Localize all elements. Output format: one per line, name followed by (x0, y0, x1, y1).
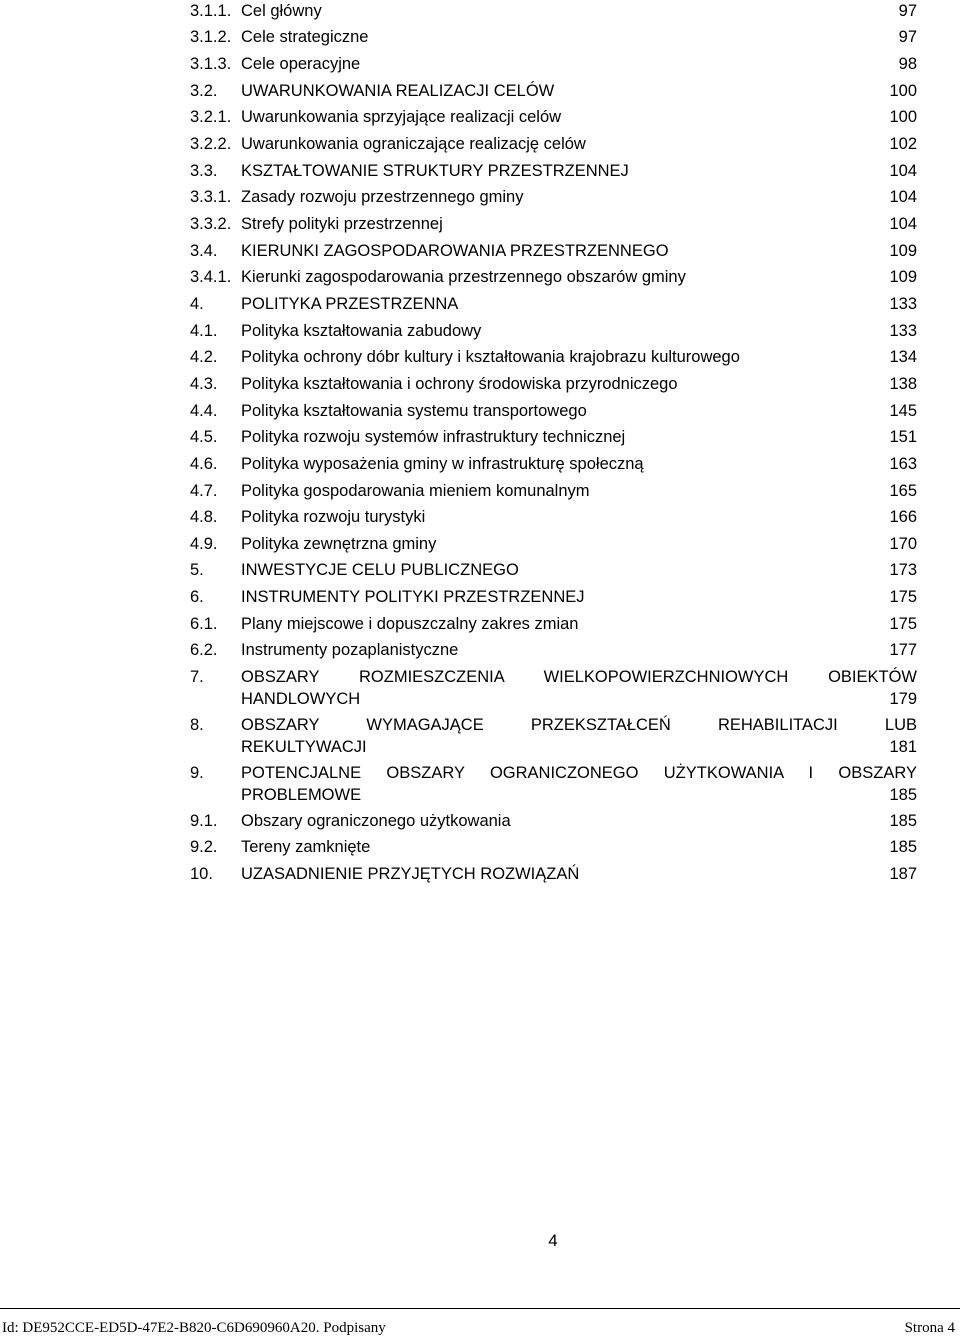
toc-entry-title: Cele operacyjne (241, 55, 361, 73)
toc-entry (190, 559, 917, 581)
toc-entry-number: 4.4. (190, 402, 218, 420)
toc-entry (190, 106, 917, 128)
toc-entry-title: POLITYKA PRZESTRZENNA (241, 295, 459, 313)
toc-entry-title: POTENCJALNE OBSZARY OGRANICZONEGO UŻYTKOWANIA I OBSZARY (241, 764, 917, 782)
toc-entry-page: 163 (889, 455, 917, 473)
toc-entry-title: Polityka ochrony dóbr kultury i kształtowania krajobrazu kulturowego (241, 348, 740, 366)
toc-entry-title: OBSZARY ROZMIESZCZENIA WIELKOPOWIERZCHNIOWYCH OBIEKTÓW (241, 668, 917, 686)
toc-entry-page: 133 (889, 295, 917, 313)
toc-entry (190, 160, 917, 182)
toc-entry (190, 320, 917, 342)
toc-entry-number: 4. (190, 295, 204, 313)
toc-entry-number: 4.2. (190, 348, 218, 366)
toc-entry-page: 104 (889, 162, 917, 180)
toc-entry (190, 80, 917, 102)
toc-entry-number: 6.1. (190, 615, 218, 633)
toc-entry-title: Tereny zamknięte (241, 838, 371, 856)
toc-entry-title: Obszary ograniczonego użytkowania (241, 812, 511, 830)
toc-entry-title: Strefy polityki przestrzennej (241, 215, 443, 233)
toc-entry-number: 3.1.3. (190, 55, 232, 73)
toc-entry-title: KSZTAŁTOWANIE STRUKTURY PRZESTRZENNEJ (241, 162, 629, 180)
toc-entry (190, 213, 917, 235)
toc-entry-number: 4.7. (190, 482, 218, 500)
toc-entry-title: Plany miejscowe i dopuszczalny zakres zmian (241, 615, 579, 633)
toc-entry-title: Cele strategiczne (241, 28, 369, 46)
toc-entry-title: Polityka rozwoju turystyki (241, 508, 426, 526)
toc-entry (190, 346, 917, 368)
toc-entry-page: 109 (889, 268, 917, 286)
toc-entry-title: Polityka kształtowania systemu transportowego (241, 402, 587, 420)
toc-entry-page: 187 (889, 865, 917, 883)
toc-entry (190, 666, 917, 710)
toc-entry-page: 100 (889, 108, 917, 126)
toc-entry-number: 3.4.1. (190, 268, 232, 286)
toc-entry-page: 175 (889, 588, 917, 606)
toc-entry-title: UWARUNKOWANIA REALIZACJI CELÓW (241, 82, 555, 100)
footer-page-label: Strona 4 (904, 1320, 955, 1336)
toc-entry-number: 6. (190, 588, 204, 606)
toc-entry-page: 165 (889, 482, 917, 500)
toc-entry-page: 109 (889, 242, 917, 260)
toc-entry-number: 9. (190, 764, 204, 782)
toc-entry (190, 293, 917, 315)
toc-entry (190, 863, 917, 885)
toc-entry-title-continued: PROBLEMOWE (241, 786, 362, 804)
toc-entry-number: 8. (190, 716, 204, 734)
toc-entry-page: 104 (889, 188, 917, 206)
toc-entry (190, 133, 917, 155)
toc-entry (190, 836, 917, 858)
footer-divider (0, 1308, 960, 1309)
toc-entry-page: 181 (889, 738, 917, 756)
toc-entry-page: 98 (898, 55, 917, 73)
toc-entry-page: 175 (889, 615, 917, 633)
toc-entry-number: 4.3. (190, 375, 218, 393)
toc-entry (190, 613, 917, 635)
toc-entry-page: 97 (898, 2, 917, 20)
toc-entry-page: 102 (889, 135, 917, 153)
toc-entry-number: 3.3.1. (190, 188, 232, 206)
toc-entry-page: 151 (889, 428, 917, 446)
toc-entry-title: Polityka kształtowania zabudowy (241, 322, 482, 340)
toc-entry-title: INWESTYCJE CELU PUBLICZNEGO (241, 561, 519, 579)
toc-entry-page: 134 (889, 348, 917, 366)
toc-entry-number: 4.9. (190, 535, 218, 553)
toc-entry-number: 10. (190, 865, 213, 883)
toc-entry-number: 3.1.1. (190, 2, 232, 20)
toc-entry-page: 133 (889, 322, 917, 340)
toc-entry-number: 4.5. (190, 428, 218, 446)
toc-entry-page: 185 (889, 812, 917, 830)
toc-entry (190, 240, 917, 262)
toc-entry-page: 104 (889, 215, 917, 233)
toc-entry (190, 480, 917, 502)
toc-entry (190, 186, 917, 208)
toc-entry-number: 3.3. (190, 162, 218, 180)
toc-entry-number: 3.3.2. (190, 215, 232, 233)
toc-entry-number: 4.1. (190, 322, 218, 340)
toc-entry (190, 426, 917, 448)
toc-entry (190, 53, 917, 75)
page-number: 4 (548, 1231, 558, 1250)
toc-entry-page: 145 (889, 402, 917, 420)
toc-entry (190, 762, 917, 806)
toc-entry-number: 6.2. (190, 641, 218, 659)
toc-entry-title: Zasady rozwoju przestrzennego gminy (241, 188, 524, 206)
toc-entry-title: Uwarunkowania ograniczające realizację celów (241, 135, 586, 153)
toc-entry-title: UZASADNIENIE PRZYJĘTYCH ROZWIĄZAŃ (241, 865, 580, 883)
toc-entry (190, 0, 917, 22)
toc-entry (190, 533, 917, 555)
toc-entry-title: KIERUNKI ZAGOSPODAROWANIA PRZESTRZENNEGO (241, 242, 669, 260)
toc-entry (190, 373, 917, 395)
toc-entry-number: 3.4. (190, 242, 218, 260)
toc-entry (190, 26, 917, 48)
toc-entry-title: OBSZARY WYMAGAJĄCE PRZEKSZTAŁCEŃ REHABILITACJI LUB (241, 716, 917, 734)
toc-entry-title-continued: HANDLOWYCH (241, 690, 361, 708)
toc-entry (190, 400, 917, 422)
toc-entry (190, 639, 917, 661)
toc-entry-number: 7. (190, 668, 204, 686)
toc-entry-title: Uwarunkowania sprzyjające realizacji celów (241, 108, 562, 126)
toc-entry-number: 3.2.1. (190, 108, 232, 126)
toc-entry (190, 586, 917, 608)
toc-entry-number: 3.2. (190, 82, 218, 100)
toc-entry-page: 179 (889, 690, 917, 708)
toc-entry (190, 453, 917, 475)
toc-entry-page: 138 (889, 375, 917, 393)
toc-entry-page: 185 (889, 838, 917, 856)
toc-entry-page: 173 (889, 561, 917, 579)
toc-entry-title: Kierunki zagospodarowania przestrzennego obszarów gminy (241, 268, 686, 286)
toc-entry-title: Polityka rozwoju systemów infrastruktury technicznej (241, 428, 626, 446)
toc-entry-number: 9.1. (190, 812, 218, 830)
toc-entry (190, 266, 917, 288)
toc-entry-number: 3.2.2. (190, 135, 232, 153)
toc-entry (190, 714, 917, 758)
footer-document-id: Id: DE952CCE-ED5D-47E2-B820-C6D690960A20. Podpisany (2, 1320, 386, 1336)
toc-entry-number: 4.6. (190, 455, 218, 473)
toc-entry-title: Polityka kształtowania i ochrony środowiska przyrodniczego (241, 375, 678, 393)
toc-entry-page: 100 (889, 82, 917, 100)
toc-entry-number: 5. (190, 561, 204, 579)
toc-entry-title: Instrumenty pozaplanistyczne (241, 641, 459, 659)
toc-entry-number: 3.1.2. (190, 28, 232, 46)
toc-entry (190, 810, 917, 832)
toc-entry-number: 4.8. (190, 508, 218, 526)
toc-entry (190, 506, 917, 528)
toc-entry-title-continued: REKULTYWACJI (241, 738, 367, 756)
toc-entry-title: Polityka zewnętrzna gminy (241, 535, 437, 553)
toc-entry-page: 177 (889, 641, 917, 659)
toc-entry-page: 185 (889, 786, 917, 804)
toc-entry-title: Cel główny (241, 2, 322, 20)
toc-entry-title: Polityka wyposażenia gminy w infrastrukturę społeczną (241, 455, 644, 473)
toc-entry-page: 97 (898, 28, 917, 46)
toc-entry-title: Polityka gospodarowania mieniem komunalnym (241, 482, 590, 500)
toc-entry-title: INSTRUMENTY POLITYKI PRZESTRZENNEJ (241, 588, 585, 606)
toc-entry-page: 166 (889, 508, 917, 526)
toc-entry-page: 170 (889, 535, 917, 553)
toc-entry-number: 9.2. (190, 838, 218, 856)
